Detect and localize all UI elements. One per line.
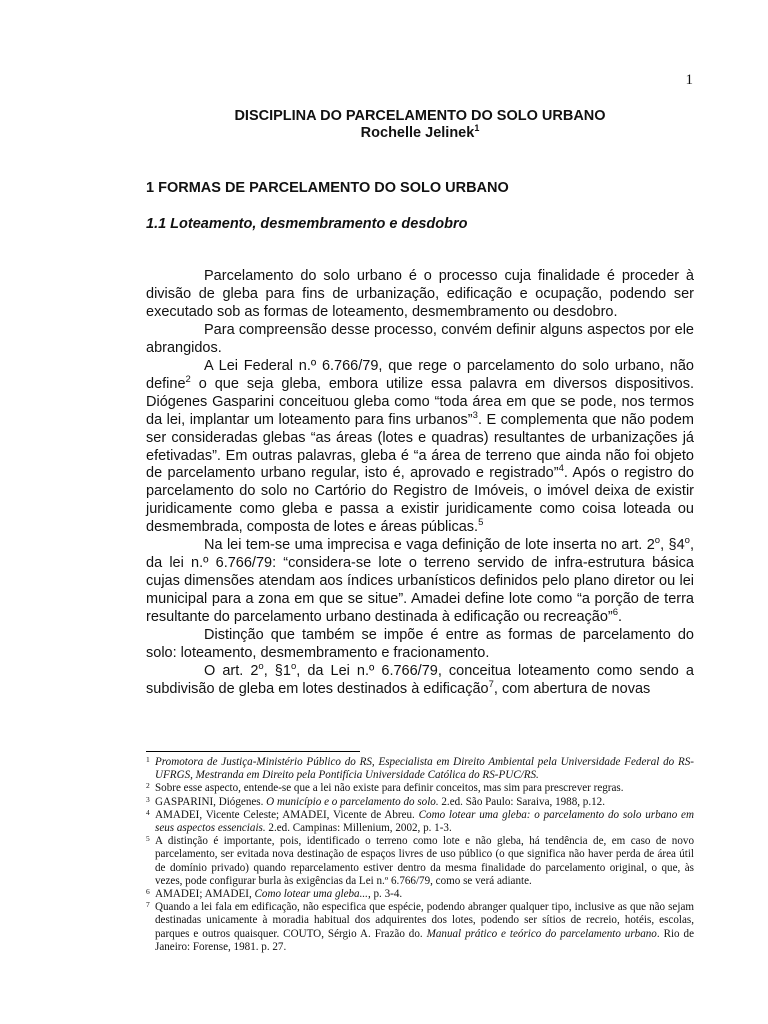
- footnotes: [146, 756, 694, 954]
- footnote-ref-5[interactable]: 5: [478, 517, 484, 529]
- footnote-marker: 3: [146, 794, 150, 804]
- footnote-6: [146, 888, 694, 901]
- footnote-marker: 4: [146, 807, 150, 817]
- footnote-ref-3[interactable]: 3: [472, 409, 478, 421]
- footnote-ref-6[interactable]: 6: [612, 607, 619, 619]
- ordinal-mark: o: [654, 535, 661, 547]
- footnote-text: , p. 3-4.: [367, 888, 403, 901]
- footnote-text: A distinção é importante, pois, identificado o terreno como lote e não gleba, há tendência de, em caso de novo parcelamento, ser evitada nova destinação de espaços livres de uso público (o que significa não haver perda de área útil de domínio privado) quando reparcelamento estiver dentro da mesma finalidade do parcelamento original, o que, às vezes, pode configurar burla às exigências da Lei n.º 6.766/79, como se verá adiante.: [155, 835, 694, 887]
- footnote-marker: 5: [146, 834, 150, 844]
- footnote-text: GASPARINI, Diógenes.: [155, 795, 267, 808]
- footnote-book-title: Como lotear uma gleba...: [254, 888, 368, 901]
- footnote-marker: 1: [146, 755, 150, 764]
- footnote-3: [146, 796, 694, 809]
- footnote-ref-7[interactable]: 7: [488, 679, 494, 691]
- footnote-text: . Rio de Janeiro: Forense, 1981. p. 27.: [155, 927, 694, 953]
- footnote-4: [146, 809, 694, 835]
- footnote-book-title: Manual prático e teórico do parcelamento urbano: [426, 927, 657, 940]
- footnote-1: [146, 756, 694, 782]
- author-line: [146, 125, 694, 142]
- footnote-separator: [146, 751, 360, 752]
- footnote-2: [146, 782, 694, 795]
- paragraph-4: [146, 537, 694, 627]
- footnote-text: AMADEI; AMADEI,: [155, 888, 255, 901]
- footnote-text: Quando a lei fala em edificação, não especifica que espécie, podendo abranger qualquer tipo, inclusive as que não sejam destinadas unicamente à moradia habitual dos adquirentes dos lotes, podendo ser sítios de recreio, hotéis, escolas, parques e outros quaisquer. COUTO, Sérgio A. Frazão do.: [155, 901, 694, 940]
- paragraph-4-text: .: [618, 609, 623, 626]
- ordinal-mark: o: [684, 535, 690, 547]
- footnote-ref-2[interactable]: 2: [185, 373, 191, 385]
- subsection-heading: 1.1 Loteamento, desmembramento e desdobro: [146, 216, 468, 232]
- document-title-block: [146, 108, 694, 142]
- body-text: [146, 268, 694, 699]
- footnote-7: [146, 901, 694, 954]
- paragraph-3: [146, 358, 694, 538]
- paragraph-3-text: . E complementa que não podem ser consideradas glebas “as áreas (lotes e quadras) resultantes de urbanizações já efetivadas”. Em outras palavras, gleba é “a área de terreno que ainda não foi objeto de parcelamento urbano regular, isto é, aprovado e registrado”: [146, 411, 694, 482]
- paragraph-3-text: . Após o registro do parcelamento do solo no Cartório do Registro de Imóveis, o imóvel deixa de existir juridicamente como gleba e passa a existir juridicamente como coisa loteada ou desmembrada, composta de lotes e áreas públicas.: [146, 465, 694, 536]
- footnote-text: 2.ed. São Paulo: Saraiva, 1988, p.12.: [438, 795, 605, 808]
- footnote-marker: 7: [146, 900, 150, 910]
- paragraph-6-text: , com abertura de novas: [493, 680, 651, 697]
- ordinal-mark: o: [290, 661, 297, 673]
- paragraph-3-text: A Lei Federal n.º 6.766/79, que rege o parcelamento do solo urbano, não define: [146, 357, 694, 392]
- document-title: DISCIPLINA DO PARCELAMENTO DO SOLO URBANO: [234, 108, 606, 124]
- paragraph-6: [146, 663, 694, 699]
- footnote-marker: 2: [146, 781, 150, 791]
- footnote-book-title: Como lotear uma gleba: o parcelamento do solo urbano em seus aspectos essenciais.: [155, 808, 694, 835]
- footnote-text: Promotora de Justiça-Ministério Público do RS, Especialista em Direito Ambiental pela Universidade Federal do RS-UFRGS, Mestranda em Direito pela Pontifícia Universidade Católica do RS-PUC/RS.: [155, 756, 694, 782]
- paragraph-6-text: O art. 2: [204, 662, 259, 679]
- paragraph-6-text: , §1: [263, 662, 291, 679]
- paragraph-6-text: , da Lei n.º 6.766/79, conceitua loteamento como sendo a subdivisão de gleba em lotes destinados à edificação: [146, 662, 694, 697]
- footnote-book-title: O município e o parcelamento do solo.: [266, 795, 439, 808]
- footnote-marker: 6: [146, 887, 150, 897]
- paragraph-2: Para compreensão desse processo, convém definir alguns aspectos por ele abrangidos.: [146, 321, 694, 356]
- paragraph-4-text: Na lei tem-se uma imprecisa e vaga definição de lote inserta no art. 2: [204, 537, 655, 554]
- ordinal-mark: o: [258, 661, 264, 673]
- paragraph-5: Distinção que também se impõe é entre as formas de parcelamento do solo: loteamento, desmembramento e fracionamento.: [146, 627, 694, 662]
- footnote-text: 2.ed. Campinas: Millenium, 2002, p. 1-3.: [265, 822, 452, 835]
- author-footnote-ref[interactable]: 1: [474, 123, 480, 134]
- footnote-text: AMADEI, Vicente Celeste; AMADEI, Vicente de Abreu.: [155, 808, 419, 821]
- footnote-text: Sobre esse aspecto, entende-se que a lei não existe para definir conceitos, mas sim para prescrever regras.: [155, 782, 624, 795]
- author-name: Rochelle Jelinek: [360, 125, 475, 141]
- section-heading: 1 FORMAS DE PARCELAMENTO DO SOLO URBANO: [146, 180, 509, 196]
- paragraph-1: Parcelamento do solo urbano é o processo cuja finalidade é proceder à divisão de gleba para fins de urbanização, edificação e ocupação, podendo ser executado sob as formas de loteamento, desmembramento ou desdobro.: [146, 268, 694, 320]
- paragraph-4-text: , §4: [660, 537, 685, 554]
- footnote-ref-4[interactable]: 4: [558, 463, 564, 475]
- footnote-5: [146, 835, 694, 888]
- paragraph-4-text: , da lei n.º 6.766/79: “considera-se lote o terreno servido de infra-estrutura básica cujas dimensões atendam aos índices urbanísticos definidos pelo plano diretor ou lei municipal para a zona em que se situe”. Amadei define lote como “a porção de terra resultante do parcelamento urbano destinada à edificação ou recreação”: [146, 537, 694, 626]
- paragraph-3-text: o que seja gleba, embora utilize essa palavra em diversos dispositivos. Diógenes Gasparini conceituou gleba como “toda área em que se pode, nos termos da lei, implantar um loteamento para fins urbanos”: [146, 375, 694, 428]
- page-number: 1: [685, 72, 693, 88]
